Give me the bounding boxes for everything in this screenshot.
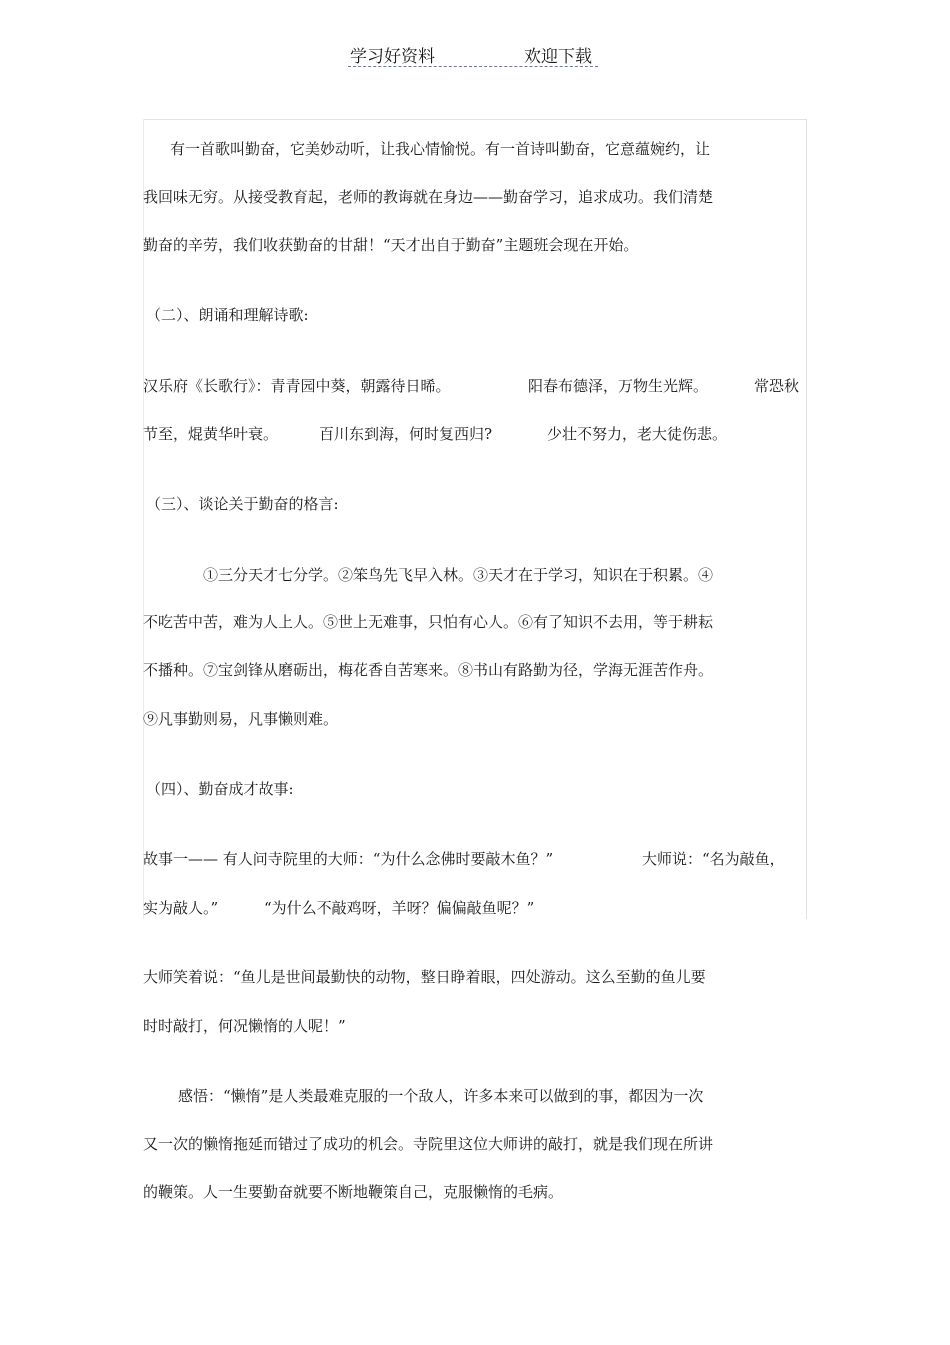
maxim-line-4: ⑨凡事勤则易，凡事懒则难。 (143, 710, 339, 728)
header-left-text: 学习好资料 (350, 47, 435, 67)
poem-line-2-part-3: 少壮不努力，老大徒伤悲。 (547, 425, 728, 443)
story-line-1 (143, 849, 807, 869)
story-line-4: 时时敲打，何况懒惰的人呢！” (143, 1017, 346, 1035)
maxim-line-2: 不吃苦中苦，难为人上人。⑤世上无难事，只怕有心人。⑥有了知识不去用，等于耕耘 (143, 613, 714, 631)
story-line-2 (143, 898, 807, 918)
story-line-1-part-2: 大师说：“名为敲鱼， (642, 850, 785, 868)
intro-line-1: 有一首歌叫勤奋，它美妙动听，让我心情愉悦。有一首诗叫勤奋，它意蕴婉约，让 (170, 140, 711, 158)
insight-line-2: 又一次的懒惰拖延而错过了成功的机会。寺院里这位大师讲的敲打，就是我们现在所讲 (143, 1135, 714, 1153)
maxim-line-3: 不播种。⑦宝剑锋从磨砺出，梅花香自苦寒来。⑧书山有路勤为径，学海无涯苦作舟。 (143, 661, 714, 679)
section-2-title: （二）、朗诵和理解诗歌: (146, 306, 309, 324)
insight-line-3: 的鞭策。人一生要勤奋就要不断地鞭策自己，克服懒惰的毛病。 (143, 1183, 564, 1201)
story-line-3: 大师笑着说：“鱼儿是世间最勤快的动物，整日睁着眼，四处游动。这么至勤的鱼儿要 (143, 968, 706, 986)
story-line-2-part-1: 实为敲人。” (143, 899, 219, 917)
frame-top-border (143, 119, 807, 120)
maxim-line-1: ①三分天才七分学。②笨鸟先飞早入林。③天才在于学习，知识在于积累。④ (203, 566, 714, 584)
section-3-title: （三）、谈论关于勤奋的格言: (146, 495, 339, 513)
poem-line-2-part-1: 节至，焜黄华叶衰。 (143, 425, 279, 443)
story-line-1-part-1: 故事一—— 有人问寺院里的大师：“为什么念佛时要敲木鱼？” (143, 850, 554, 868)
story-line-2-part-2: “为什么不敲鸡呀，羊呀？偏偏敲鱼呢？” (264, 899, 535, 917)
poem-line-1-part-3: 常恐秋 (754, 377, 800, 395)
intro-line-2: 我回味无穷。从接受教育起，老师的教诲就在身边——勤奋学习，追求成功。我们清楚 (143, 188, 714, 206)
page-header (348, 40, 598, 67)
header-right-text: 欢迎下载 (524, 47, 592, 67)
poem-line-1-part-2: 阳春布德泽，万物生光辉。 (528, 377, 709, 395)
frame-right-border (806, 119, 807, 919)
intro-line-3: 勤奋的辛劳，我们收获勤奋的甘甜！“天才出自于勤奋”主题班会现在开始。 (143, 236, 639, 254)
insight-line-1: 感悟：“懒惰”是人类最难克服的一个敌人，许多本来可以做到的事，都因为一次 (178, 1087, 704, 1105)
poem-line-2 (143, 424, 807, 444)
poem-line-2-part-2: 百川东到海，何时复西归? (319, 425, 493, 443)
poem-line-1-part-1: 汉乐府《长歌行》：青青园中葵，朝露待日晞。 (143, 377, 451, 395)
section-4-title: （四）、勤奋成才故事: (146, 780, 294, 798)
poem-line-1 (143, 376, 807, 396)
